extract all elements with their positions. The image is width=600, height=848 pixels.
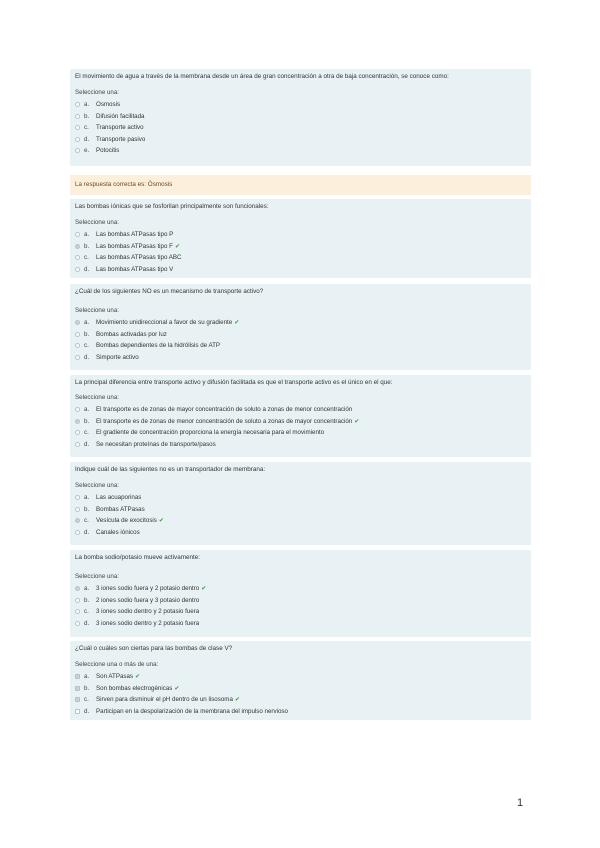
radio-button[interactable] (75, 495, 80, 500)
answer-option[interactable]: b. Difusión facilitada (75, 111, 526, 123)
radio-button[interactable] (75, 102, 80, 107)
answer-option[interactable]: d. Las bombas ATPasas tipo V (75, 264, 526, 276)
question-card-1 (70, 69, 531, 166)
radio-button[interactable] (75, 137, 80, 142)
radio-button[interactable] (75, 430, 80, 435)
question-card-6 (70, 550, 531, 637)
radio-button[interactable] (75, 621, 80, 626)
question-text: El movimiento de agua a través de la membrana desde un área de gran concentración a otra de baja concentración, se conoce como: (75, 73, 449, 80)
page-number: 1 (517, 797, 524, 809)
question-card-7 (70, 641, 531, 720)
answer-option[interactable]: a. Son ATPasas ✔ (75, 671, 526, 683)
radio-button[interactable] (75, 332, 80, 337)
answer-option[interactable]: b. El transporte es de zonas de menor concentración de soluto a zonas de mayor concentración ✔ (75, 416, 526, 428)
radio-button[interactable] (75, 407, 80, 412)
radio-button-selected[interactable] (75, 320, 80, 325)
checkbox-checked[interactable] (75, 674, 80, 679)
radio-button-selected[interactable] (75, 244, 80, 249)
answer-option[interactable]: c. El gradiente de concentración proporciona la energía necesaria para el movimiento (75, 427, 526, 439)
radio-button[interactable] (75, 343, 80, 348)
radio-button[interactable] (75, 507, 80, 512)
question-card-3 (70, 284, 531, 370)
radio-button[interactable] (75, 232, 80, 237)
radio-button-selected[interactable] (75, 518, 80, 523)
answer-option[interactable]: c. Las bombas ATPasas tipo ABC (75, 252, 526, 264)
answer-option[interactable]: e. Potocitis (75, 145, 526, 157)
answer-option[interactable]: c. Sirven para disminuir el pH dentro de un lisosoma ✔ (75, 694, 526, 706)
answer-prompt: Seleccione una: (75, 573, 120, 580)
answer-option[interactable]: d. Simporte activo (75, 352, 526, 364)
radio-button[interactable] (75, 355, 80, 360)
answer-prompt: Seleccione una: (75, 89, 120, 96)
radio-button-selected[interactable] (75, 419, 80, 424)
radio-button[interactable] (75, 442, 80, 447)
checkbox-checked[interactable] (75, 686, 80, 691)
question-card-5 (70, 462, 531, 545)
correct-answer-feedback (70, 175, 531, 195)
answer-option[interactable]: a. Las acuaporinas (75, 492, 526, 504)
radio-button[interactable] (75, 148, 80, 153)
answer-prompt: Seleccione una: (75, 482, 120, 489)
answer-option[interactable]: c. Bombas dependientes de la hidrólisis de ATP (75, 340, 526, 352)
question-card-4 (70, 375, 531, 457)
answer-prompt: Seleccione una o más de una: (75, 661, 159, 668)
answer-option[interactable]: b. Bombas ATPasas (75, 504, 526, 516)
check-icon: ✔ (234, 320, 240, 327)
answer-option[interactable]: d. Transporte pasivo (75, 134, 526, 146)
check-icon: ✔ (234, 697, 240, 704)
check-icon: ✔ (174, 685, 180, 692)
check-icon: ✔ (158, 518, 164, 525)
answer-option[interactable]: b. Son bombas electrogénicas ✔ (75, 683, 526, 695)
answer-option[interactable]: c. 3 iones sodio dentro y 2 potasio fuera (75, 606, 526, 618)
answer-option[interactable]: c. Vesícula de exocitosis ✔ (75, 515, 526, 527)
radio-button-selected[interactable] (75, 586, 80, 591)
answer-option[interactable]: b. Bombas activadas por luz (75, 329, 526, 341)
answer-option[interactable]: d. Canales iónicos (75, 527, 526, 539)
answer-prompt: Seleccione una: (75, 307, 120, 314)
question-text: Las bombas iónicas que se fosforilan principalmente son funcionales: (75, 203, 269, 210)
answer-option[interactable]: d. Se necesitan proteínas de transporte/pasos (75, 439, 526, 451)
radio-button[interactable] (75, 125, 80, 130)
radio-button[interactable] (75, 609, 80, 614)
radio-button[interactable] (75, 598, 80, 603)
radio-button[interactable] (75, 530, 80, 535)
question-text: La bomba sodio/potasio mueve activamente: (75, 554, 200, 561)
question-text: Indique cuál de las siguientes no es un transportador de membrana: (75, 466, 266, 473)
answer-option[interactable]: a. Ósmosis (75, 99, 526, 111)
answer-option[interactable]: b. Las bombas ATPasas tipo F ✔ (75, 241, 526, 253)
radio-button[interactable] (75, 267, 80, 272)
radio-button[interactable] (75, 255, 80, 260)
radio-button[interactable] (75, 114, 80, 119)
check-icon: ✔ (201, 586, 207, 593)
check-icon: ✔ (354, 418, 360, 425)
answer-option[interactable]: a. 3 iones sodio fuera y 2 potasio dentro ✔ (75, 583, 526, 595)
feedback-text: La respuesta correcta es: Ósmosis (75, 181, 173, 188)
answer-option[interactable]: c. Transporte activo (75, 122, 526, 134)
answer-option[interactable]: a. Movimiento unidireccional a favor de su gradiente ✔ (75, 317, 526, 329)
check-icon: ✔ (135, 674, 141, 681)
answer-option[interactable]: d. 3 iones sodio dentro y 2 potasio fuera (75, 618, 526, 630)
question-text: ¿Cuál de los siguientes NO es un mecanismo de transporte activo? (75, 288, 264, 295)
question-text: La principal diferencia entre transporte activo y difusión facilitada es que el transporte activo es el único en el que: (75, 379, 393, 386)
answer-prompt: Seleccione una: (75, 219, 120, 226)
answer-prompt: Seleccione una: (75, 394, 120, 401)
check-icon: ✔ (174, 243, 180, 250)
answer-option[interactable]: b. 2 iones sodio fuera y 3 potasio dentro (75, 595, 526, 607)
answer-option[interactable]: a. Las bombas ATPasas tipo P (75, 229, 526, 241)
question-text: ¿Cuál o cuáles son ciertas para las bombas de clase V? (75, 645, 233, 652)
checkbox-checked[interactable] (75, 697, 80, 702)
answer-option[interactable]: d. Participan en la despolarización de la membrana del impulso nervioso (75, 706, 526, 718)
question-card-2 (70, 199, 531, 278)
answer-option[interactable]: a. El transporte es de zonas de mayor concentración de soluto a zonas de menor concentración (75, 404, 526, 416)
checkbox[interactable] (75, 709, 80, 714)
